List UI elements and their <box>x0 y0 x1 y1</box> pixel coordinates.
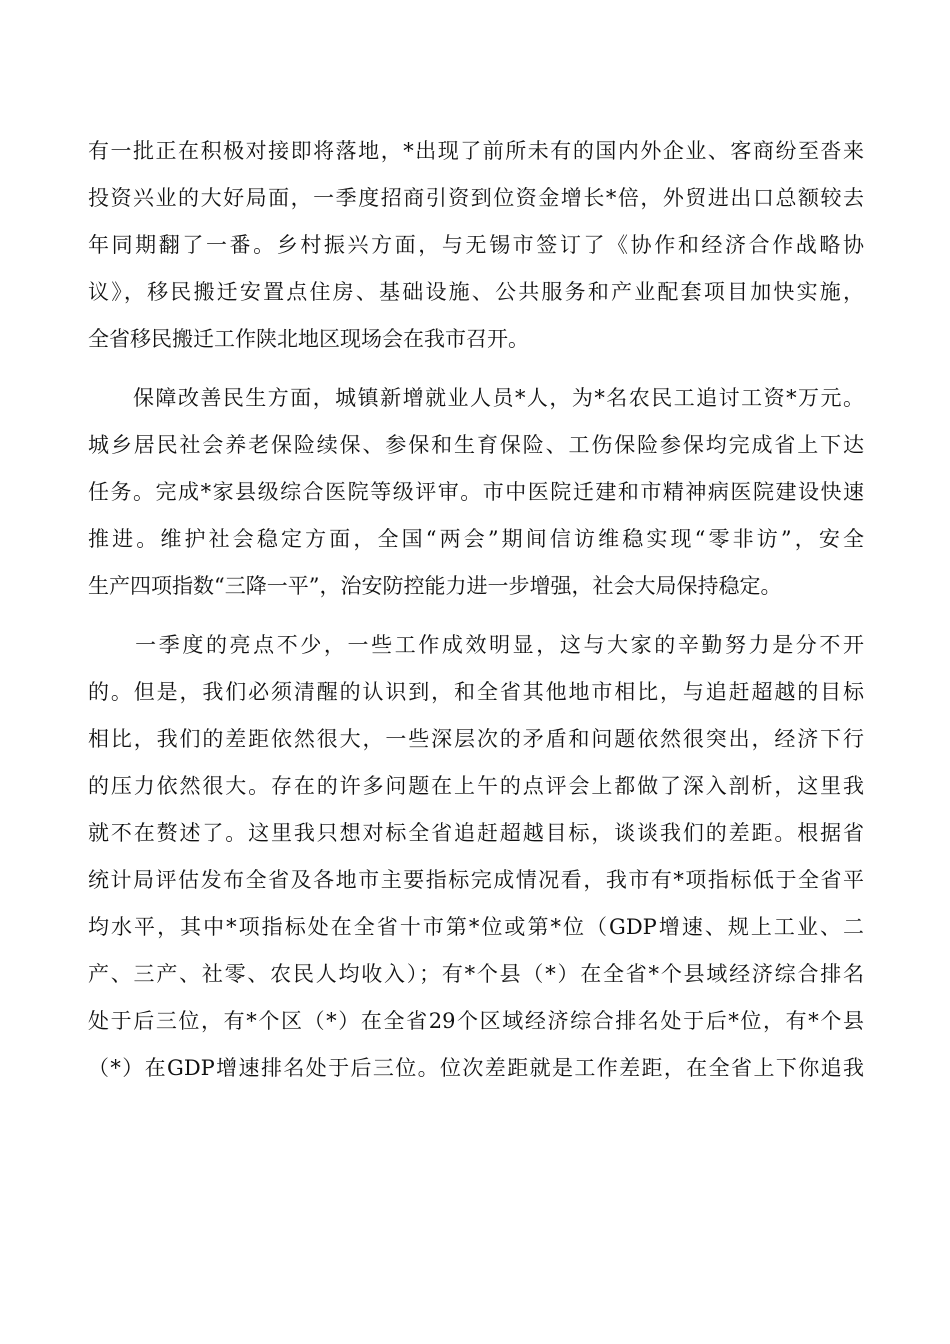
text-line: 的。但是，我们必须清醒的认识到，和全省其他地市相比，与追赶超越的目标 <box>88 680 864 704</box>
text-line: 议》，移民搬迁安置点住房、基础设施、公共服务和产业配套项目加快实施， <box>88 280 864 304</box>
text-line: 任务。完成*家县级综合医院等级评审。市中医院迁建和市精神病医院建设快速 <box>88 480 864 504</box>
document-body <box>88 128 864 1104</box>
text-line: 年同期翻了一番。乡村振兴方面，与无锡市签订了《协作和经济合作战略协 <box>88 233 864 257</box>
paragraph-investment <box>88 128 864 363</box>
text-line: 统计局评估发布全省及各地市主要指标完成情况看，我市有*项指标低于全省平 <box>88 868 864 892</box>
text-line: 均水平，其中*项指标处在全省十市第*位或第*位（GDP增速、规上工业、二 <box>88 915 864 939</box>
text-line: 投资兴业的大好局面，一季度招商引资到位资金增长*倍，外贸进出口总额较去 <box>88 186 864 210</box>
text-line: 处于后三位，有*个区（*）在全省29个区域经济综合排名处于后*位，有*个县 <box>88 1009 864 1033</box>
text-line: 有一批正在积极对接即将落地，*出现了前所未有的国内外企业、客商纷至沓来 <box>88 139 864 163</box>
text-line: 城乡居民社会养老保险续保、参保和生育保险、工伤保险参保均完成省上下达 <box>88 433 864 457</box>
paragraph-gaps <box>88 622 864 1092</box>
text-line: 保障改善民生方面，城镇新增就业人员*人，为*名农民工追讨工资*万元。 <box>88 386 864 410</box>
text-line: 全省移民搬迁工作陕北地区现场会在我市召开。 <box>88 327 529 351</box>
text-line: 相比，我们的差距依然很大，一些深层次的矛盾和问题依然很突出，经济下行 <box>88 727 864 751</box>
text-line: 一季度的亮点不少，一些工作成效明显，这与大家的辛勤努力是分不开 <box>88 633 864 657</box>
text-line: 推进。维护社会稳定方面，全国“两会”期间信访维稳实现“零非访”，安全 <box>88 527 864 551</box>
paragraph-livelihood <box>88 375 864 610</box>
text-line: 的压力依然很大。存在的许多问题在上午的点评会上都做了深入剖析，这里我 <box>88 774 864 798</box>
text-line: （*）在GDP增速排名处于后三位。位次差距就是工作差距，在全省上下你追我 <box>88 1056 864 1080</box>
text-line: 产、三产、社零、农民人均收入）；有*个县（*）在全省*个县域经济综合排名 <box>88 962 864 986</box>
text-line: 就不在赘述了。这里我只想对标全省追赶超越目标，谈谈我们的差距。根据省 <box>88 821 864 845</box>
text-line: 生产四项指数“三降一平”，治安防控能力进一步增强，社会大局保持稳定。 <box>88 574 782 598</box>
